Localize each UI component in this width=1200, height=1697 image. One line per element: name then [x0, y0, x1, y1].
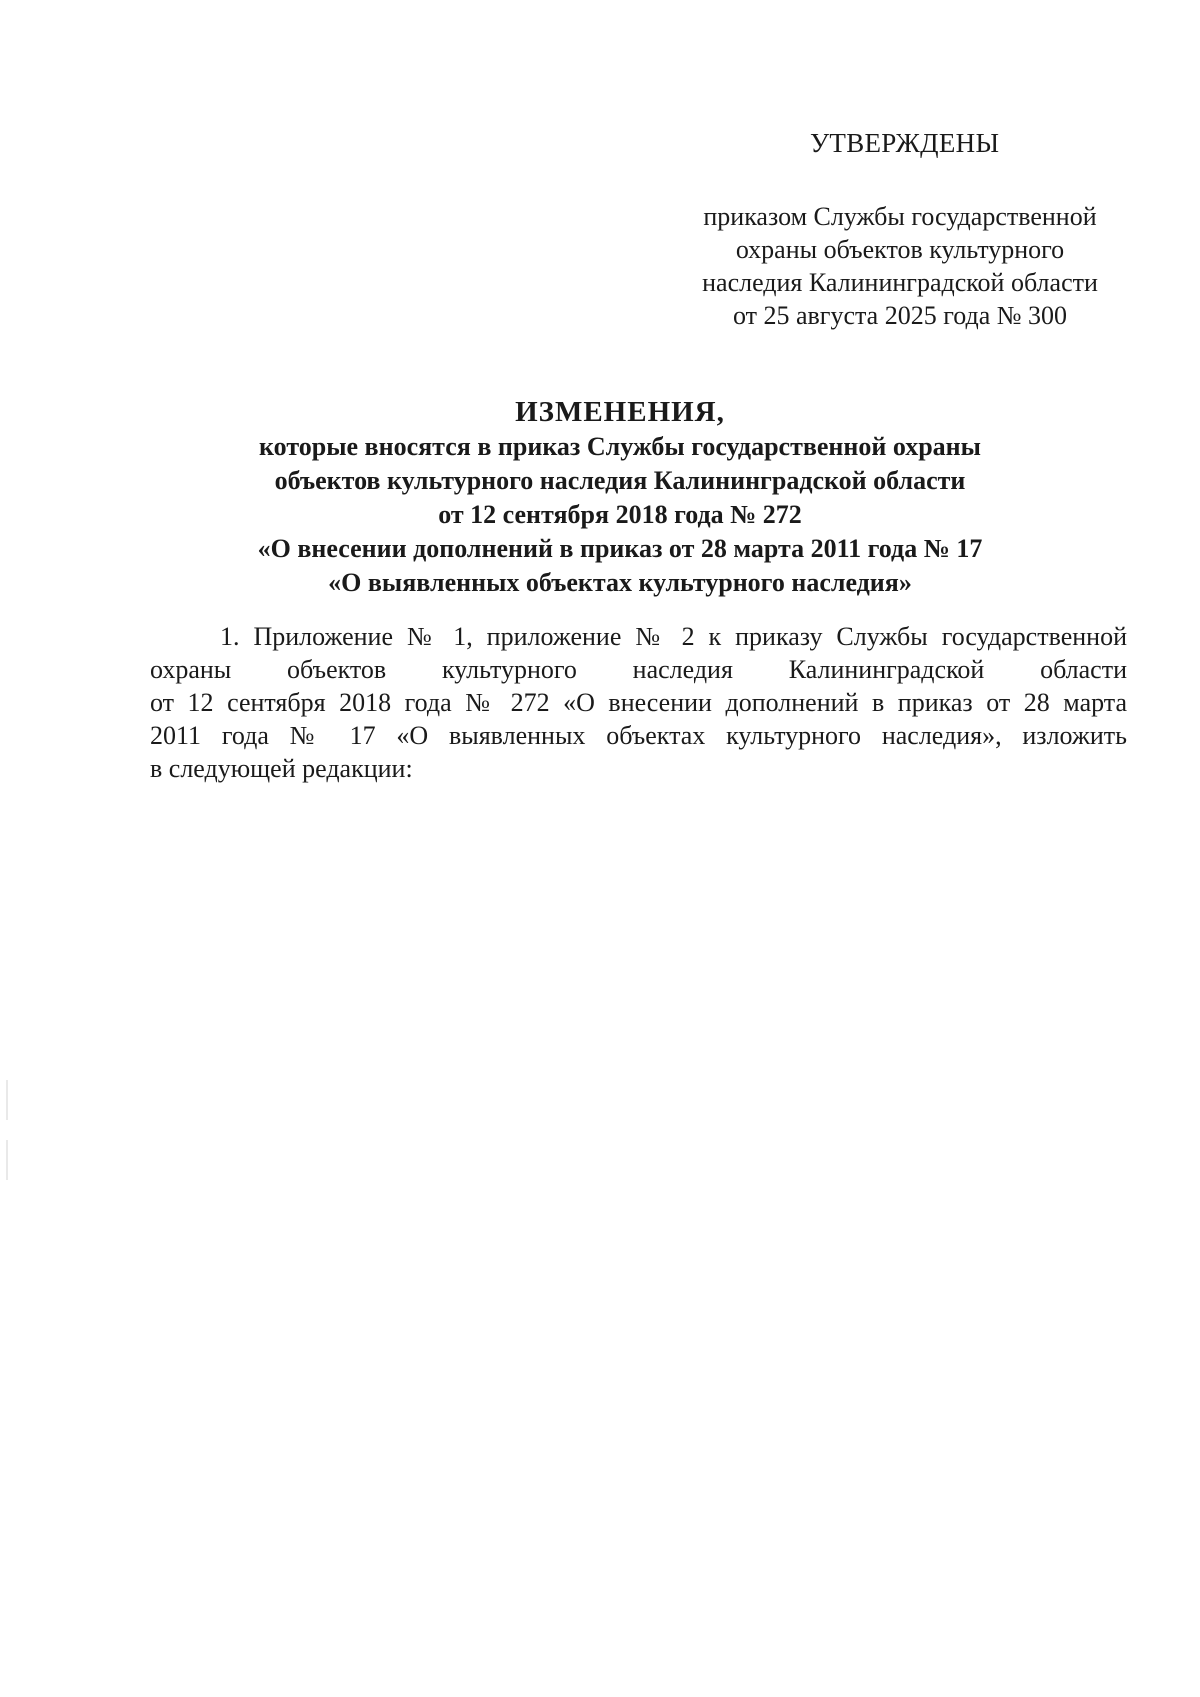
- approval-line: приказом Службы государственной: [703, 202, 1097, 231]
- body-line: 1. Приложение № 1, приложение № 2 к приказу Службы государственной: [220, 622, 1127, 651]
- body-line: в следующей редакции:: [150, 754, 413, 783]
- body-line: 2011 года № 17 «О выявленных объектах культурного наследия», изложить: [150, 721, 1127, 750]
- heading-line: «О внесении дополнений в приказ от 28 марта 2011 года № 17: [257, 534, 983, 563]
- heading-title: ИЗМЕНЕНИЯ,: [515, 396, 725, 428]
- body-line: охраны объектов культурного наследия Калининградской области: [150, 655, 1127, 684]
- approval-line: наследия Калининградской области: [702, 268, 1098, 297]
- approval-title: УТВЕРЖДЕНЫ: [810, 128, 1000, 158]
- heading-line: объектов культурного наследия Калининградской области: [274, 466, 966, 495]
- body-paragraph: [150, 620, 1127, 785]
- scan-artifact: [6, 1080, 8, 1120]
- scan-artifact: [6, 1140, 8, 1180]
- document-heading: [150, 395, 1090, 600]
- approval-block: [660, 200, 1140, 332]
- body-line: от 12 сентября 2018 года № 272 «О внесении дополнений в приказ от 28 марта: [150, 688, 1127, 717]
- approval-line: охраны объектов культурного: [735, 235, 1065, 264]
- approval-line: от 25 августа 2025 года № 300: [732, 301, 1068, 330]
- heading-line: от 12 сентября 2018 года № 272: [438, 500, 802, 529]
- heading-line: которые вносятся в приказ Службы государственной охраны: [259, 432, 981, 461]
- heading-line: «О выявленных объектах культурного наследия»: [328, 568, 912, 597]
